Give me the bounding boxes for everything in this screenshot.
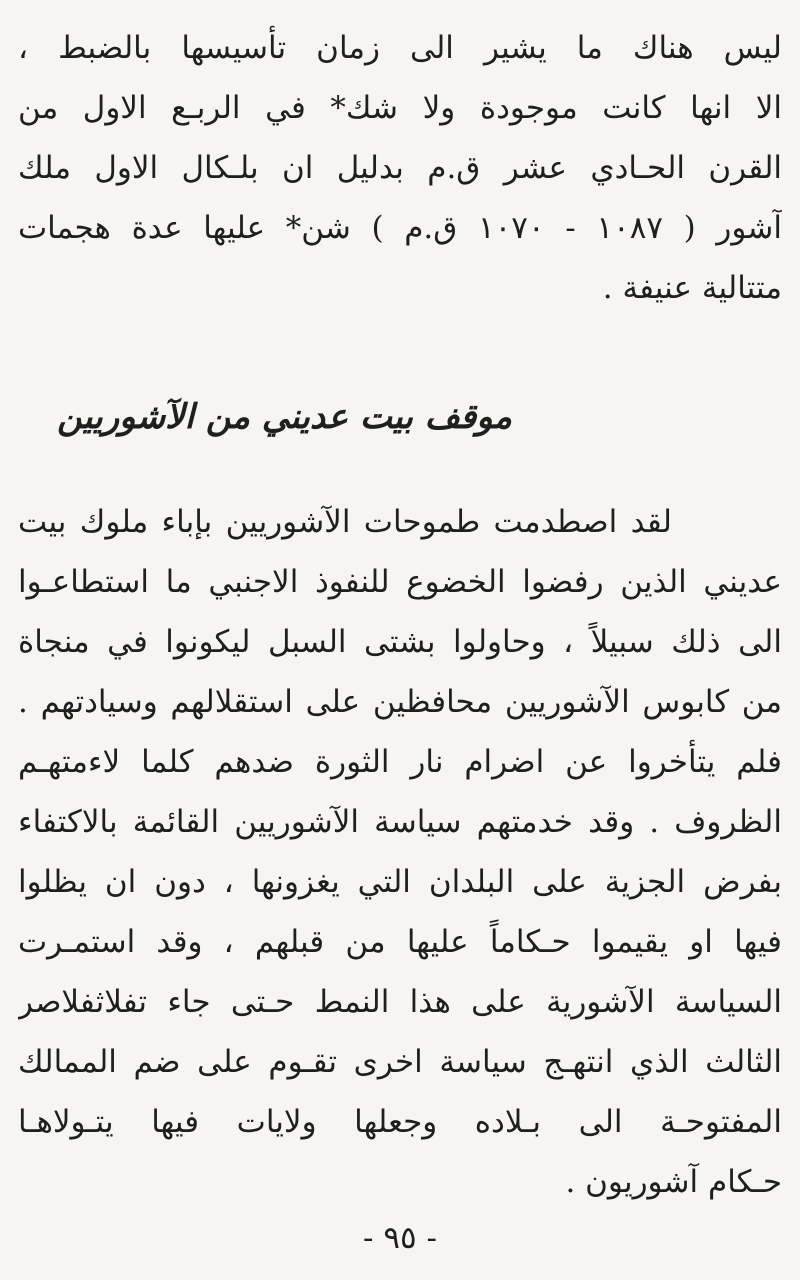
text-line: الى ذلك سبيلاً ، وحاولوا بشتى السبل ليكونوا في منجاة — [18, 624, 782, 660]
text-line: فلم يتأخروا عن اضرام نار الثورة ضدهم كلما لاءمتهـم — [18, 744, 782, 780]
text-line: عديني الذين رفضوا الخضوع للنفوذ الاجنبي ما استطاعـوا — [18, 564, 782, 600]
section-heading: موقف بيت عديني من الآشوريين — [57, 397, 512, 437]
text-line: الا انها كانت موجودة ولا شك* في الربـع الاول من — [18, 90, 782, 126]
page-number: - ٩٥ - — [363, 1220, 437, 1256]
paragraph-2 — [18, 492, 782, 1212]
text-line: آشور ( ١٠٨٧ - ١٠٧٠ ق.م ) شن* عليها عدة هجمات — [18, 210, 782, 246]
text-line: الظروف . وقد خدمتهم سياسة الآشوريين القائمة بالاكتفاء — [18, 804, 782, 840]
text-line: ليس هناك ما يشير الى زمان تأسيسها بالضبط ، — [18, 30, 782, 66]
text-line: متتالية عنيفة . — [602, 270, 782, 306]
text-line: فيها او يقيموا حـكاماً عليها من قبلهم ، وقد استمـرت — [18, 924, 782, 960]
text-line: حـكام آشوريون . — [565, 1164, 782, 1200]
text-line: بفرض الجزية على البلدان التي يغزونها ، دون ان يظلوا — [18, 864, 782, 900]
text-line: القرن الحـادي عشر ق.م بدليل ان بلـكال الاول ملك — [18, 150, 782, 186]
text-line: السياسة الآشورية على هذا النمط حـتى جاء تفلاثفلاصر — [18, 984, 782, 1020]
paragraph-1 — [18, 18, 782, 318]
text-line: الثالث الذي انتهـج سياسة اخرى تقـوم على ضم الممالك — [18, 1044, 782, 1080]
text-line: لقد اصطدمت طموحات الآشوريين بإباء ملوك بيت — [18, 504, 672, 540]
text-line: المفتوحـة الى بـلاده وجعلها ولايات فيها يتـولاهـا — [18, 1104, 782, 1140]
text-line: من كابوس الآشوريين محافظين على استقلالهم وسيادتهم . — [18, 684, 782, 720]
